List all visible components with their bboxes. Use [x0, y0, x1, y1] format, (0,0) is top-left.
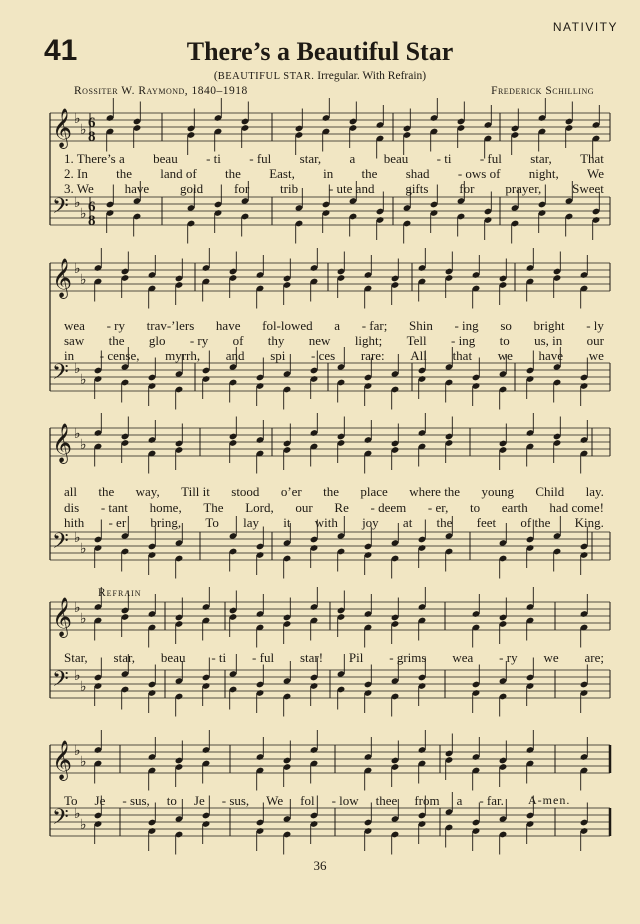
lyric-word: where the — [409, 484, 461, 499]
lyric-word: we — [497, 348, 513, 363]
treble-clef: 𝄞 — [52, 258, 73, 298]
lyric-word: o’er — [280, 484, 302, 499]
tune-meter: Irregular. With Refrain — [314, 70, 423, 82]
time-signature: 8 — [88, 213, 96, 229]
lyric-word: from — [414, 793, 440, 808]
key-signature-flat: ♭ — [80, 817, 87, 833]
lyric-word: - ful — [252, 650, 275, 665]
lyric-word: for — [234, 181, 250, 196]
lyric-word: feet — [476, 515, 497, 530]
lyric-word: - cense, — [99, 348, 140, 363]
lyric-word: place — [360, 484, 388, 499]
lyric-word: in — [323, 166, 334, 181]
bass-clef: 𝄢 — [52, 805, 69, 835]
lyric-word: fol — [300, 793, 315, 808]
verse-line — [64, 166, 604, 182]
tune-close: ) — [422, 70, 427, 82]
lyric-word: - ry — [189, 333, 209, 348]
lyric-word: Je — [193, 793, 205, 808]
lyric-word: - er — [108, 515, 127, 530]
lyric-word: - ute and — [328, 181, 375, 196]
composer-credit: Frederick Schilling — [491, 85, 594, 97]
lyric-word: - far. — [479, 793, 504, 808]
verse-line — [64, 484, 604, 500]
lyric-word: star! — [299, 650, 324, 665]
lyric-word: - low — [331, 793, 359, 808]
key-signature-flat: ♭ — [80, 206, 87, 222]
lyric-word: us, in — [534, 333, 563, 348]
lyric-word: - ti — [211, 650, 227, 665]
lyric-word: we — [588, 348, 604, 363]
key-signature-flat: ♭ — [74, 668, 81, 684]
key-signature-flat: ♭ — [80, 754, 87, 770]
tune-line — [0, 70, 640, 82]
lyric-word: the — [361, 166, 378, 181]
lyric-word: - ows of — [457, 166, 501, 181]
lyric-word: Je — [94, 793, 106, 808]
page-number: 36 — [313, 858, 327, 873]
lyric-word: glo — [148, 333, 166, 348]
lyric-word: 2. In — [64, 166, 88, 181]
lyric-word: That — [580, 151, 604, 166]
lyric-word: the — [98, 484, 115, 499]
lyric-word: - tant — [100, 500, 128, 515]
lyric-word: - ly — [586, 318, 604, 333]
lyric-word: - ry — [106, 318, 125, 333]
bass-clef: 𝄢 — [52, 667, 69, 697]
key-signature-flat: ♭ — [74, 743, 81, 759]
lyric-word: of — [232, 333, 244, 348]
lyric-word: prayer, — [505, 181, 542, 196]
bass-clef: 𝄢 — [52, 529, 69, 559]
lyric-word: with — [314, 515, 338, 530]
treble-clef: 𝄞 — [52, 108, 73, 148]
lyric-word: We — [266, 793, 284, 808]
lyric-word: - deem — [370, 500, 407, 515]
lyric-word: are; — [584, 650, 604, 665]
lyric-word: our — [586, 333, 604, 348]
lyric-word: so — [500, 318, 512, 333]
key-signature-flat: ♭ — [80, 272, 87, 288]
lyric-word: star, — [299, 151, 322, 166]
lyric-word: night, — [528, 166, 559, 181]
lyric-word: to — [499, 333, 510, 348]
lyric-word: stood — [231, 484, 260, 499]
lyric-word: to — [470, 500, 481, 515]
lyric-word: dis — [64, 500, 80, 515]
hymn-title: There’s a Beautiful Star — [186, 37, 454, 66]
key-signature-flat: ♭ — [80, 541, 87, 557]
lyric-word: lay — [243, 515, 259, 530]
lyric-word: have — [124, 181, 150, 196]
lyric-word: bring, — [150, 515, 182, 530]
lyric-word: - sus, — [221, 793, 250, 808]
lyric-word: light; — [354, 333, 383, 348]
lyric-word: beau — [383, 151, 409, 166]
lyric-word: - ing — [451, 333, 476, 348]
key-signature-flat: ♭ — [80, 122, 87, 138]
section-label: NATIVITY — [552, 20, 618, 34]
lyric-word: the — [116, 166, 133, 181]
verse-line — [64, 318, 604, 334]
lyric-word: had come! — [549, 500, 604, 515]
lyric-word: thy — [267, 333, 285, 348]
time-signature: 6 — [88, 199, 96, 215]
time-signature: 8 — [88, 129, 96, 145]
lyric-word: a — [456, 793, 463, 808]
lyric-word: - ful — [249, 151, 272, 166]
lyric-word: myrrh, — [165, 348, 201, 363]
lyric-word: bright — [533, 318, 565, 333]
lyric-word: new — [308, 333, 331, 348]
lyric-word: the — [225, 166, 241, 181]
lyric-word: of the — [520, 515, 551, 530]
lyric-word: fol-lowed — [262, 318, 313, 333]
key-signature-flat: ♭ — [74, 195, 81, 211]
lyric-word: shad — [405, 166, 430, 181]
lyric-word: - ful — [479, 151, 502, 166]
lyric-word: a — [349, 151, 356, 166]
lyric-word: beau — [153, 151, 178, 166]
lyric-word: Re — [334, 500, 349, 515]
lyric-word: that — [452, 348, 473, 363]
lyric-word: We — [587, 166, 604, 181]
treble-clef: 𝄞 — [52, 423, 73, 463]
lyric-word: earth — [501, 500, 528, 515]
lyric-word: it — [283, 515, 291, 530]
lyric-word: for — [459, 181, 475, 196]
verse-line — [64, 181, 604, 197]
lyric-word: - far; — [361, 318, 388, 333]
time-signature: 6 — [88, 115, 96, 131]
key-signature-flat: ♭ — [80, 679, 87, 695]
lyric-word: - ces — [311, 348, 336, 363]
lyric-word: our — [295, 500, 313, 515]
lyric-word: wea — [64, 318, 85, 333]
lyric-word: trav-’lers — [146, 318, 195, 333]
verse-line — [64, 515, 604, 531]
key-signature-flat: ♭ — [74, 261, 81, 277]
lyric-word: Tell — [406, 333, 427, 348]
key-signature-flat: ♭ — [80, 372, 87, 388]
key-signature-flat: ♭ — [74, 361, 81, 377]
lyric-word: - ry — [499, 650, 518, 665]
lyric-word: have — [538, 348, 564, 363]
lyric-word: Shin — [408, 318, 433, 333]
lyric-word: the — [436, 515, 453, 530]
lyric-word: The — [203, 500, 224, 515]
lyric-word: young — [481, 484, 514, 499]
lyric-word: To — [64, 793, 78, 808]
tune-name: BEAUTIFUL STAR. — [217, 71, 315, 82]
bass-clef: 𝄢 — [52, 360, 69, 390]
hymn-number: 41 — [44, 34, 78, 67]
lyric-word: 3. We — [64, 181, 94, 196]
lyric-word: spi — [270, 348, 286, 363]
lyric-word: East, — [269, 166, 295, 181]
lyric-word: rare: — [360, 348, 385, 363]
verse-line — [64, 500, 604, 516]
key-signature-flat: ♭ — [74, 530, 81, 546]
lyric-word: Child — [535, 484, 565, 499]
lyric-word: a — [334, 318, 341, 333]
treble-clef: 𝄞 — [52, 597, 73, 637]
lyric-word: lay. — [585, 484, 604, 499]
verse-line — [64, 348, 604, 364]
key-signature-flat: ♭ — [74, 111, 81, 127]
lyric-word: King. — [574, 515, 604, 530]
lyric-word: to — [166, 793, 177, 808]
lyric-word: the — [323, 484, 340, 499]
lyric-word: beau — [160, 650, 186, 665]
treble-clef: 𝄞 — [52, 740, 73, 780]
lyric-word: Lord, — [245, 500, 274, 515]
lyric-word: - er, — [427, 500, 449, 515]
lyric-word: joy — [362, 515, 379, 530]
lyric-word: home, — [149, 500, 182, 515]
lyric-word: the — [108, 333, 125, 348]
key-signature-flat: ♭ — [74, 426, 81, 442]
lyric-word: land of — [160, 166, 197, 181]
tune-open: ( — [213, 70, 218, 82]
lyric-word: at — [402, 515, 413, 530]
lyric-word: - ti — [206, 151, 221, 166]
lyric-word: To — [205, 515, 219, 530]
lyric-word: have — [215, 318, 241, 333]
lyric-word: Till it — [181, 484, 210, 499]
lyric-word: and — [225, 348, 245, 363]
verse-line — [64, 333, 604, 349]
lyric-word: - sus, — [122, 793, 150, 808]
key-signature-flat: ♭ — [80, 437, 87, 453]
refrain-line — [64, 793, 504, 809]
verse-line — [64, 151, 604, 167]
lyric-word: hith — [64, 515, 85, 530]
lyric-word: Sweet — [572, 181, 604, 196]
refrain-label: Refrain — [98, 587, 142, 599]
amen-text: A-men. — [528, 793, 571, 807]
bass-clef: 𝄢 — [52, 194, 69, 224]
lyric-word: we — [543, 650, 559, 665]
lyric-word: All — [410, 348, 427, 363]
key-signature-flat: ♭ — [74, 806, 81, 822]
lyric-word: in — [64, 348, 75, 363]
lyric-word: - grims — [389, 650, 427, 665]
refrain-line — [64, 650, 604, 666]
lyric-word: star, — [530, 151, 552, 166]
lyric-word: saw — [64, 333, 85, 348]
lyric-word: gold — [180, 181, 204, 196]
lyric-word: 1. There’s a — [64, 151, 125, 166]
lyric-word: Pil — [348, 650, 364, 665]
author-credit: Rossiter W. Raymond, 1840–1918 — [74, 85, 248, 97]
lyric-word: star, — [113, 650, 136, 665]
lyric-word: wea — [452, 650, 474, 665]
lyric-word: all — [64, 484, 77, 499]
lyric-word: Star, — [64, 650, 88, 665]
lyric-word: - ing — [454, 318, 479, 333]
lyric-word: gifts — [405, 181, 429, 196]
lyric-word: thee — [375, 793, 398, 808]
lyric-word: way, — [135, 484, 160, 499]
lyric-word: trib — [280, 181, 299, 196]
lyric-word: - ti — [436, 151, 452, 166]
key-signature-flat: ♭ — [74, 600, 81, 616]
key-signature-flat: ♭ — [80, 611, 87, 627]
